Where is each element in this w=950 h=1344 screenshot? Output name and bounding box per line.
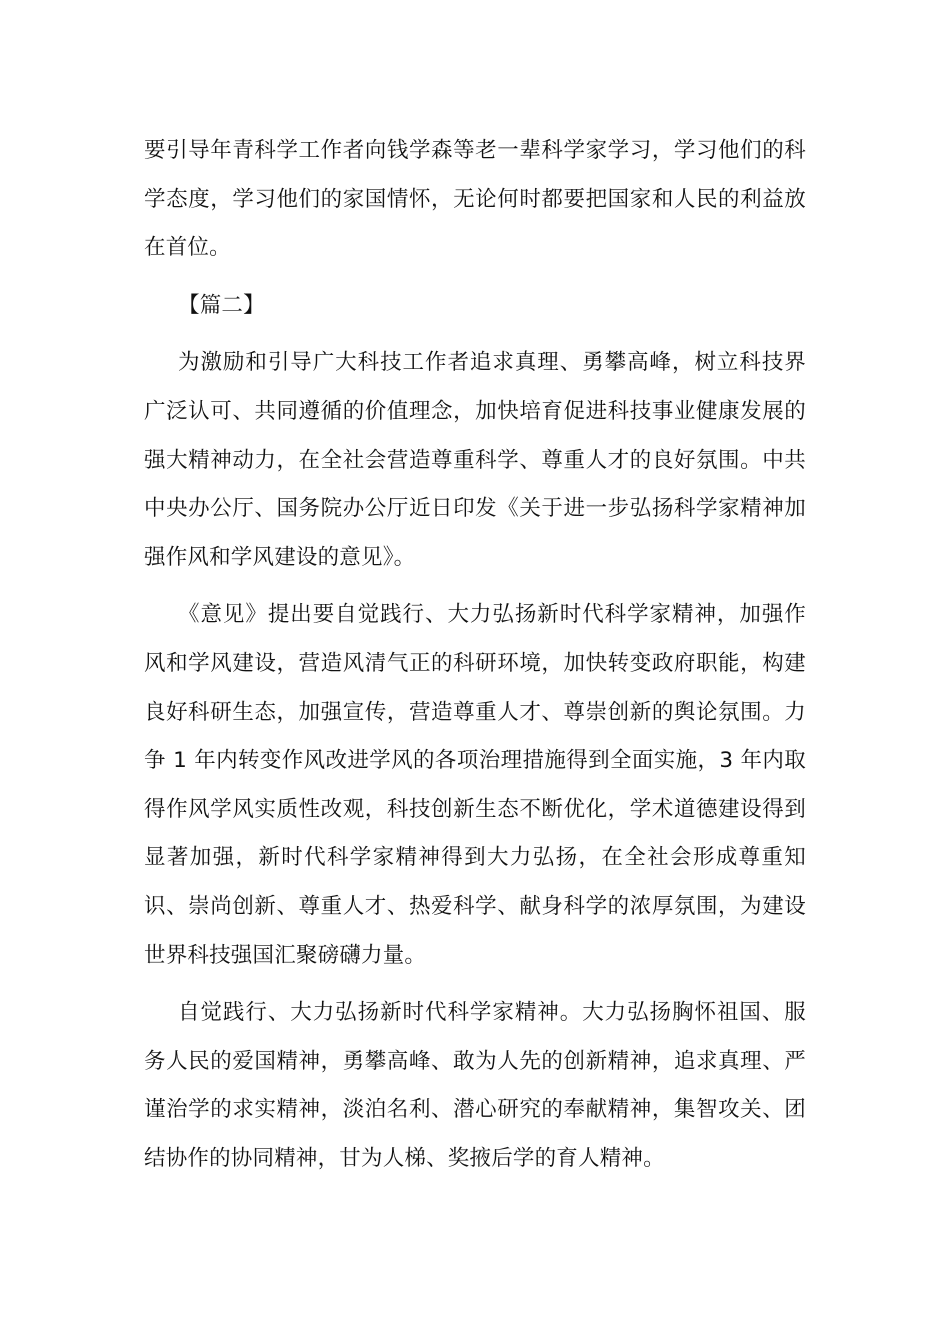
paragraph-intro: 为激励和引导广大科技工作者追求真理、勇攀高峰，树立科技界广泛认可、共同遵循的价值理念，加快培育促进科技事业健康发展的强大精神动力，在全社会营造尊重科学、尊重人才的良好氛围。中共中央办公厅、国务院办公厅近日印发《关于进一步弘扬科学家精神加强作风和学风建设的意见》。 (144, 350, 806, 570)
paragraph-continuation: 要引导年青科学工作者向钱学森等老一辈科学家学习，学习他们的科学态度，学习他们的家国情怀，无论何时都要把国家和人民的利益放在首位。 (144, 138, 806, 261)
document-body (144, 127, 806, 1192)
paragraph-opinion: 《意见》提出要自觉践行、大力弘扬新时代科学家精神，加强作风和学风建设，营造风清气正的科研环境，加快转变政府职能，构建良好科研生态，加强宣传，营造尊重人才、尊崇创新的舆论氛围。力争 1 年内转变作风改进学风的各项治理措施得到全面实施，3 年内取得作风学风实质性改观，科技创新生态不断优化，学术道德建设得到显著加强，新时代科学家精神得到大力弘扬，在全社会形成尊重知识、崇尚创新、尊重人才、热爱科学、献身科学的浓厚氛围，为建设世界科技强国汇聚磅礴力量。 (144, 602, 806, 968)
paragraph-spirit: 自觉践行、大力弘扬新时代科学家精神。大力弘扬胸怀祖国、服务人民的爱国精神，勇攀高峰、敢为人先的创新精神，追求真理、严谨治学的求实精神，淡泊名利、潜心研究的奉献精神，集智攻关、团结协作的协同精神，甘为人梯、奖掖后学的育人精神。 (144, 1000, 806, 1171)
section-heading: 【篇二】 (178, 292, 265, 318)
